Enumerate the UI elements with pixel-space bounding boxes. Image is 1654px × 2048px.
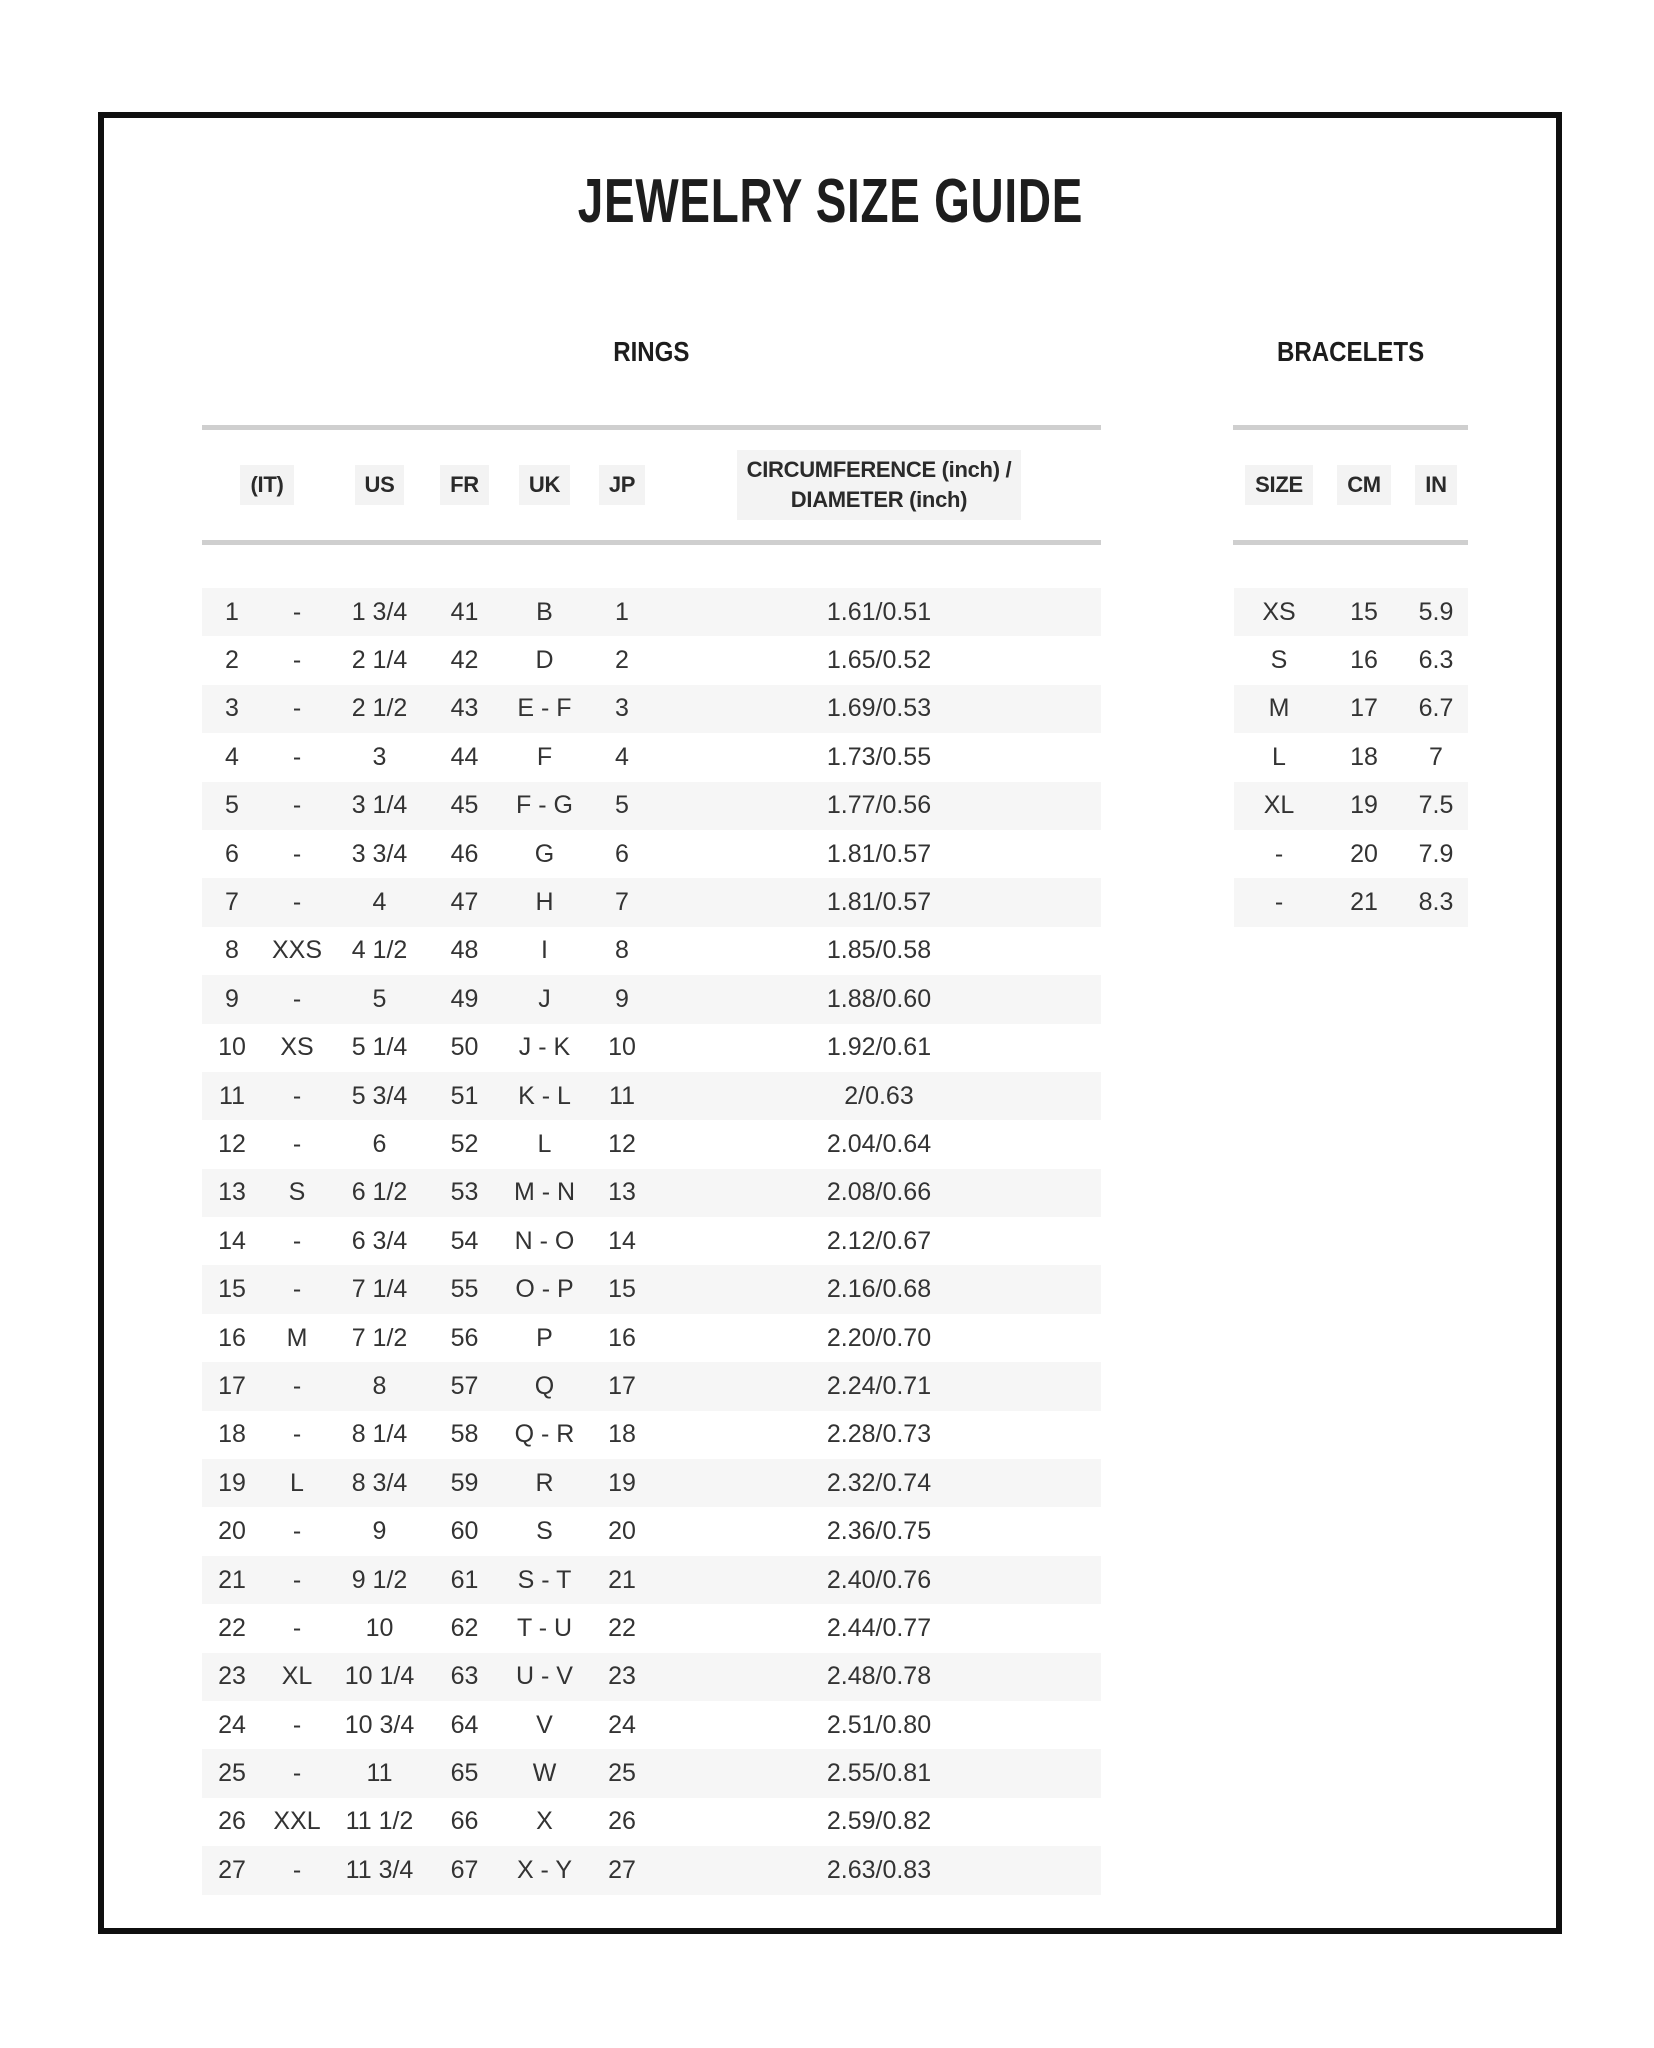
table-cell: 6.3 (1418, 646, 1454, 675)
table-cell: S (1270, 646, 1288, 675)
table-cell: 63 (450, 1662, 479, 1691)
rings-header-it: (IT) (202, 465, 332, 505)
table-cell: - (292, 1613, 302, 1642)
table-cell: 16 (608, 1323, 636, 1352)
table-cell: 11 (609, 1081, 635, 1110)
table-cell: 1 (615, 597, 629, 626)
table-cell: 7 (615, 888, 629, 917)
table-cell: 6 (372, 1129, 387, 1158)
table-cell: 61 (450, 1565, 479, 1594)
table-cell: L (290, 1468, 304, 1497)
rings-table-row (202, 1072, 1101, 1120)
table-cell: 2.63/0.83 (826, 1855, 932, 1884)
table-cell: 53 (450, 1178, 479, 1207)
table-cell: 20 (608, 1517, 636, 1546)
table-cell: 19 (1350, 791, 1378, 820)
table-cell: 2/0.63 (844, 1081, 914, 1110)
rings-header-fr: FR (427, 465, 502, 505)
table-cell: - (292, 791, 302, 820)
table-cell: 22 (218, 1613, 246, 1642)
circumference-line2: DIAMETER (inch) (790, 487, 968, 512)
table-cell: M (1268, 694, 1290, 723)
table-cell: 6 (615, 839, 629, 868)
table-cell: 52 (450, 1129, 479, 1158)
table-cell: 66 (450, 1807, 479, 1836)
table-cell: 14 (218, 1226, 246, 1255)
table-cell: 8 (225, 936, 239, 965)
table-cell: M - N (513, 1178, 576, 1207)
table-cell: 24 (608, 1710, 636, 1739)
table-cell: 64 (450, 1710, 479, 1739)
rings-table-row (202, 1217, 1101, 1265)
table-cell: 65 (450, 1759, 479, 1788)
table-cell: 1.85/0.58 (826, 936, 932, 965)
table-cell: 8 3/4 (351, 1468, 408, 1497)
table-cell: 20 (1350, 839, 1378, 868)
rings-header-jp: JP (587, 465, 657, 505)
table-cell: 1.81/0.57 (826, 839, 932, 868)
table-cell: 26 (218, 1807, 246, 1836)
bracelets-table-row (1234, 830, 1468, 878)
table-cell: 18 (608, 1420, 636, 1449)
table-cell: 23 (608, 1662, 636, 1691)
bracelets-header-row (1234, 430, 1468, 540)
table-cell: - (1274, 888, 1284, 917)
table-cell: 7.9 (1418, 839, 1454, 868)
table-cell: - (292, 984, 302, 1013)
table-cell: 6 1/2 (351, 1178, 408, 1207)
rings-table-row (202, 1265, 1101, 1313)
table-cell: 2.36/0.75 (826, 1517, 932, 1546)
table-cell: O - P (515, 1275, 574, 1304)
table-cell: XS (280, 1033, 314, 1062)
table-cell: - (292, 1759, 302, 1788)
table-cell: 59 (450, 1468, 479, 1497)
bracelets-table-row (1234, 782, 1468, 830)
table-cell: 15 (1350, 597, 1378, 626)
rings-table-row (202, 733, 1101, 781)
table-cell: 18 (1350, 742, 1378, 771)
table-cell: R (535, 1468, 554, 1497)
rings-table-row (202, 1411, 1101, 1459)
table-cell: 5.9 (1418, 597, 1454, 626)
table-cell: - (292, 1420, 302, 1449)
table-cell: 2.16/0.68 (826, 1275, 932, 1304)
rings-header-us: US (332, 465, 427, 505)
table-cell: - (292, 742, 302, 771)
bracelets-header-size: SIZE (1234, 465, 1324, 505)
table-cell: 8.3 (1418, 888, 1454, 917)
table-cell: 7 1/4 (351, 1275, 408, 1304)
table-cell: 6.7 (1418, 694, 1454, 723)
rings-header-row (202, 430, 1101, 540)
table-cell: 4 1/2 (351, 936, 408, 965)
table-cell: U - V (516, 1662, 573, 1691)
table-cell: 58 (450, 1420, 479, 1449)
table-cell: 8 (615, 936, 629, 965)
table-cell: 21 (218, 1565, 246, 1594)
rings-table-row (202, 1314, 1101, 1362)
table-cell: 9 (372, 1517, 387, 1546)
rings-table-row (202, 1169, 1101, 1217)
table-cell: M (286, 1323, 308, 1352)
table-cell: 1.77/0.56 (826, 791, 932, 820)
table-cell: 3 (615, 694, 629, 723)
table-cell: 2 1/2 (351, 694, 408, 723)
table-cell: 57 (450, 1371, 479, 1400)
table-cell: B (536, 597, 553, 626)
table-cell: F - G (516, 791, 573, 820)
table-cell: 3 3/4 (351, 839, 408, 868)
rings-header-bottom-rule (202, 540, 1101, 545)
table-cell: 2.08/0.66 (826, 1178, 932, 1207)
table-cell: S (536, 1517, 553, 1546)
table-cell: 10 3/4 (344, 1710, 415, 1739)
table-cell: 9 1/2 (351, 1565, 408, 1594)
table-cell: 8 (372, 1371, 387, 1400)
table-cell: J (538, 984, 551, 1013)
table-cell: 7.5 (1418, 791, 1454, 820)
table-cell: 5 3/4 (351, 1081, 408, 1110)
page-title (98, 166, 1562, 237)
table-cell: 2 (615, 646, 629, 675)
table-cell: K - L (518, 1081, 571, 1110)
table-cell: 47 (450, 888, 479, 917)
table-cell: - (292, 1226, 302, 1255)
table-cell: I (541, 936, 548, 965)
table-cell: - (292, 839, 302, 868)
circumference-line1: CIRCUMFERENCE (inch) / (746, 457, 1012, 483)
table-cell: 48 (450, 936, 479, 965)
table-cell: 5 1/4 (351, 1033, 408, 1062)
table-cell: 2.51/0.80 (826, 1710, 932, 1739)
table-cell: 10 (608, 1033, 636, 1062)
table-cell: 2.44/0.77 (826, 1613, 932, 1642)
table-cell: - (292, 1517, 302, 1546)
table-cell: 42 (450, 646, 479, 675)
table-cell: 10 (218, 1033, 246, 1062)
rings-table-row (202, 1653, 1101, 1701)
table-cell: 3 (225, 694, 239, 723)
table-cell: L (537, 1129, 552, 1158)
table-cell: 2.55/0.81 (826, 1759, 932, 1788)
table-cell: - (292, 1275, 302, 1304)
table-cell: F (536, 742, 553, 771)
rings-table-row (202, 1024, 1101, 1072)
bracelets-header-bottom-rule (1233, 540, 1468, 545)
table-cell: 1.88/0.60 (826, 984, 932, 1013)
table-cell: E - F (517, 694, 572, 723)
rings-table-row (202, 1459, 1101, 1507)
table-cell: 5 (372, 984, 387, 1013)
rings-table-row (202, 1701, 1101, 1749)
table-cell: 6 (225, 839, 239, 868)
table-cell: 23 (218, 1662, 246, 1691)
table-cell: 2.40/0.76 (826, 1565, 932, 1594)
rings-table-body (202, 588, 1101, 1895)
bracelets-section-heading: BRACELETS (1277, 336, 1425, 367)
table-cell: W (532, 1759, 557, 1788)
table-cell: 2.32/0.74 (826, 1468, 932, 1497)
rings-table-row (202, 782, 1101, 830)
bracelets-table-row (1234, 685, 1468, 733)
table-cell: - (292, 1855, 302, 1884)
table-cell: - (292, 694, 302, 723)
table-cell: 1.81/0.57 (826, 888, 932, 917)
rings-table-row (202, 878, 1101, 926)
table-cell: 2.59/0.82 (826, 1807, 932, 1836)
table-cell: 14 (608, 1226, 636, 1255)
table-cell: 2.04/0.64 (826, 1129, 932, 1158)
table-cell: 16 (218, 1323, 246, 1352)
table-cell: 67 (450, 1855, 479, 1884)
rings-section-heading: RINGS (613, 336, 690, 367)
table-cell: XXL (273, 1807, 321, 1836)
rings-table-row (202, 830, 1101, 878)
bracelets-table-row (1234, 588, 1468, 636)
table-cell: 4 (372, 888, 387, 917)
table-cell: 2 1/4 (351, 646, 408, 675)
rings-table-row (202, 1846, 1101, 1894)
table-cell: 1.69/0.53 (826, 694, 932, 723)
table-cell: 2.28/0.73 (826, 1420, 932, 1449)
table-cell: XL (281, 1662, 313, 1691)
bracelets-header-in: IN (1404, 465, 1468, 505)
table-cell: 22 (608, 1613, 636, 1642)
table-cell: 11 3/4 (345, 1855, 414, 1884)
table-cell: 17 (1350, 694, 1378, 723)
table-cell: - (292, 597, 302, 626)
table-cell: 1 (225, 597, 239, 626)
table-cell: 19 (218, 1468, 246, 1497)
table-cell: - (292, 1081, 302, 1110)
table-cell: 2 (225, 646, 239, 675)
table-cell: 8 1/4 (351, 1420, 408, 1449)
table-cell: 10 1/4 (344, 1662, 415, 1691)
table-cell: Q (534, 1371, 555, 1400)
bracelets-table-row (1234, 636, 1468, 684)
rings-table-row (202, 1798, 1101, 1846)
table-cell: 13 (218, 1178, 246, 1207)
table-cell: T - U (516, 1613, 573, 1642)
table-cell: 11 1/2 (345, 1807, 414, 1836)
table-cell: L (1272, 742, 1286, 771)
table-cell: 24 (218, 1710, 246, 1739)
table-cell: H (535, 888, 554, 917)
table-cell: - (292, 888, 302, 917)
table-cell: 21 (1350, 888, 1378, 917)
table-cell: 1.65/0.52 (826, 646, 932, 675)
bracelets-table-body (1234, 588, 1468, 927)
table-cell: 9 (615, 984, 629, 1013)
table-cell: X (536, 1807, 553, 1836)
table-cell: 3 1/4 (351, 791, 408, 820)
table-cell: 56 (450, 1323, 479, 1352)
table-cell: 20 (218, 1517, 246, 1546)
table-cell: - (292, 646, 302, 675)
table-cell: 55 (450, 1275, 479, 1304)
table-cell: 1.73/0.55 (826, 742, 932, 771)
table-cell: 21 (608, 1565, 636, 1594)
rings-table-row (202, 636, 1101, 684)
table-cell: 7 1/2 (351, 1323, 408, 1352)
table-cell: 60 (450, 1517, 479, 1546)
table-cell: 10 (365, 1613, 394, 1642)
table-cell: 4 (615, 742, 629, 771)
table-cell: 15 (608, 1275, 636, 1304)
table-cell: 26 (608, 1807, 636, 1836)
table-cell: 2.20/0.70 (826, 1323, 932, 1352)
table-cell: 25 (608, 1759, 636, 1788)
table-cell: G (534, 839, 555, 868)
table-cell: 7 (1429, 742, 1443, 771)
rings-table-row (202, 685, 1101, 733)
table-cell: 19 (608, 1468, 636, 1497)
table-cell: 2.24/0.71 (826, 1371, 932, 1400)
table-cell: 27 (608, 1855, 636, 1884)
table-cell: S - T (517, 1565, 572, 1594)
table-cell: 41 (450, 597, 479, 626)
table-cell: - (292, 1710, 302, 1739)
rings-table-row (202, 1507, 1101, 1555)
table-cell: 13 (608, 1178, 636, 1207)
table-cell: 27 (218, 1855, 246, 1884)
rings-header-circumference (657, 450, 1101, 519)
table-cell: 45 (450, 791, 479, 820)
table-cell: 17 (218, 1371, 246, 1400)
table-cell: 25 (218, 1759, 246, 1788)
table-cell: 6 3/4 (351, 1226, 408, 1255)
table-cell: 7 (225, 888, 239, 917)
table-cell: 1 3/4 (351, 597, 408, 626)
table-cell: 18 (218, 1420, 246, 1449)
table-cell: 11 (366, 1759, 393, 1788)
table-cell: 15 (218, 1275, 246, 1304)
table-cell: V (536, 1710, 553, 1739)
bracelets-header-cm: CM (1324, 465, 1404, 505)
table-cell: 2.48/0.78 (826, 1662, 932, 1691)
table-cell: 12 (218, 1129, 246, 1158)
rings-table-row (202, 927, 1101, 975)
table-cell: 5 (225, 791, 239, 820)
rings-table-row (202, 588, 1101, 636)
table-cell: - (292, 1371, 302, 1400)
table-cell: J - K (518, 1033, 571, 1062)
table-cell: 5 (615, 791, 629, 820)
table-cell: D (535, 646, 554, 675)
table-cell: XS (1262, 597, 1296, 626)
table-cell: - (292, 1129, 302, 1158)
rings-table-row (202, 1556, 1101, 1604)
table-cell: 1.92/0.61 (826, 1033, 932, 1062)
table-cell: 51 (450, 1081, 479, 1110)
table-cell: - (292, 1565, 302, 1594)
table-cell: X - Y (516, 1855, 573, 1884)
table-cell: 11 (219, 1081, 245, 1110)
table-cell: XL (1263, 791, 1295, 820)
rings-table-row (202, 1749, 1101, 1797)
table-cell: 62 (450, 1613, 479, 1642)
table-cell: 54 (450, 1226, 479, 1255)
table-cell: 1.61/0.51 (826, 597, 932, 626)
table-cell: 17 (608, 1371, 636, 1400)
table-cell: 44 (450, 742, 479, 771)
rings-table-row (202, 1120, 1101, 1168)
table-cell: 49 (450, 984, 479, 1013)
table-cell: XXS (271, 936, 323, 965)
table-cell: 9 (225, 984, 239, 1013)
bracelets-table-row (1234, 733, 1468, 781)
table-cell: 4 (225, 742, 239, 771)
bracelets-table-row (1234, 878, 1468, 926)
rings-header-uk: UK (502, 465, 587, 505)
table-cell: S (288, 1178, 306, 1207)
table-cell: 12 (608, 1129, 636, 1158)
page-title-text: JEWELRY SIZE GUIDE (577, 167, 1083, 236)
rings-table-row (202, 975, 1101, 1023)
table-cell: 50 (450, 1033, 479, 1062)
table-cell: 16 (1350, 646, 1378, 675)
rings-table-row (202, 1362, 1101, 1410)
table-cell: 2.12/0.67 (826, 1226, 932, 1255)
table-cell: 43 (450, 694, 479, 723)
table-cell: 46 (450, 839, 479, 868)
table-cell: N - O (514, 1226, 575, 1255)
table-cell: - (1274, 839, 1284, 868)
rings-table-row (202, 1604, 1101, 1652)
table-cell: Q - R (514, 1420, 575, 1449)
table-cell: P (536, 1323, 553, 1352)
table-cell: 3 (372, 742, 387, 771)
